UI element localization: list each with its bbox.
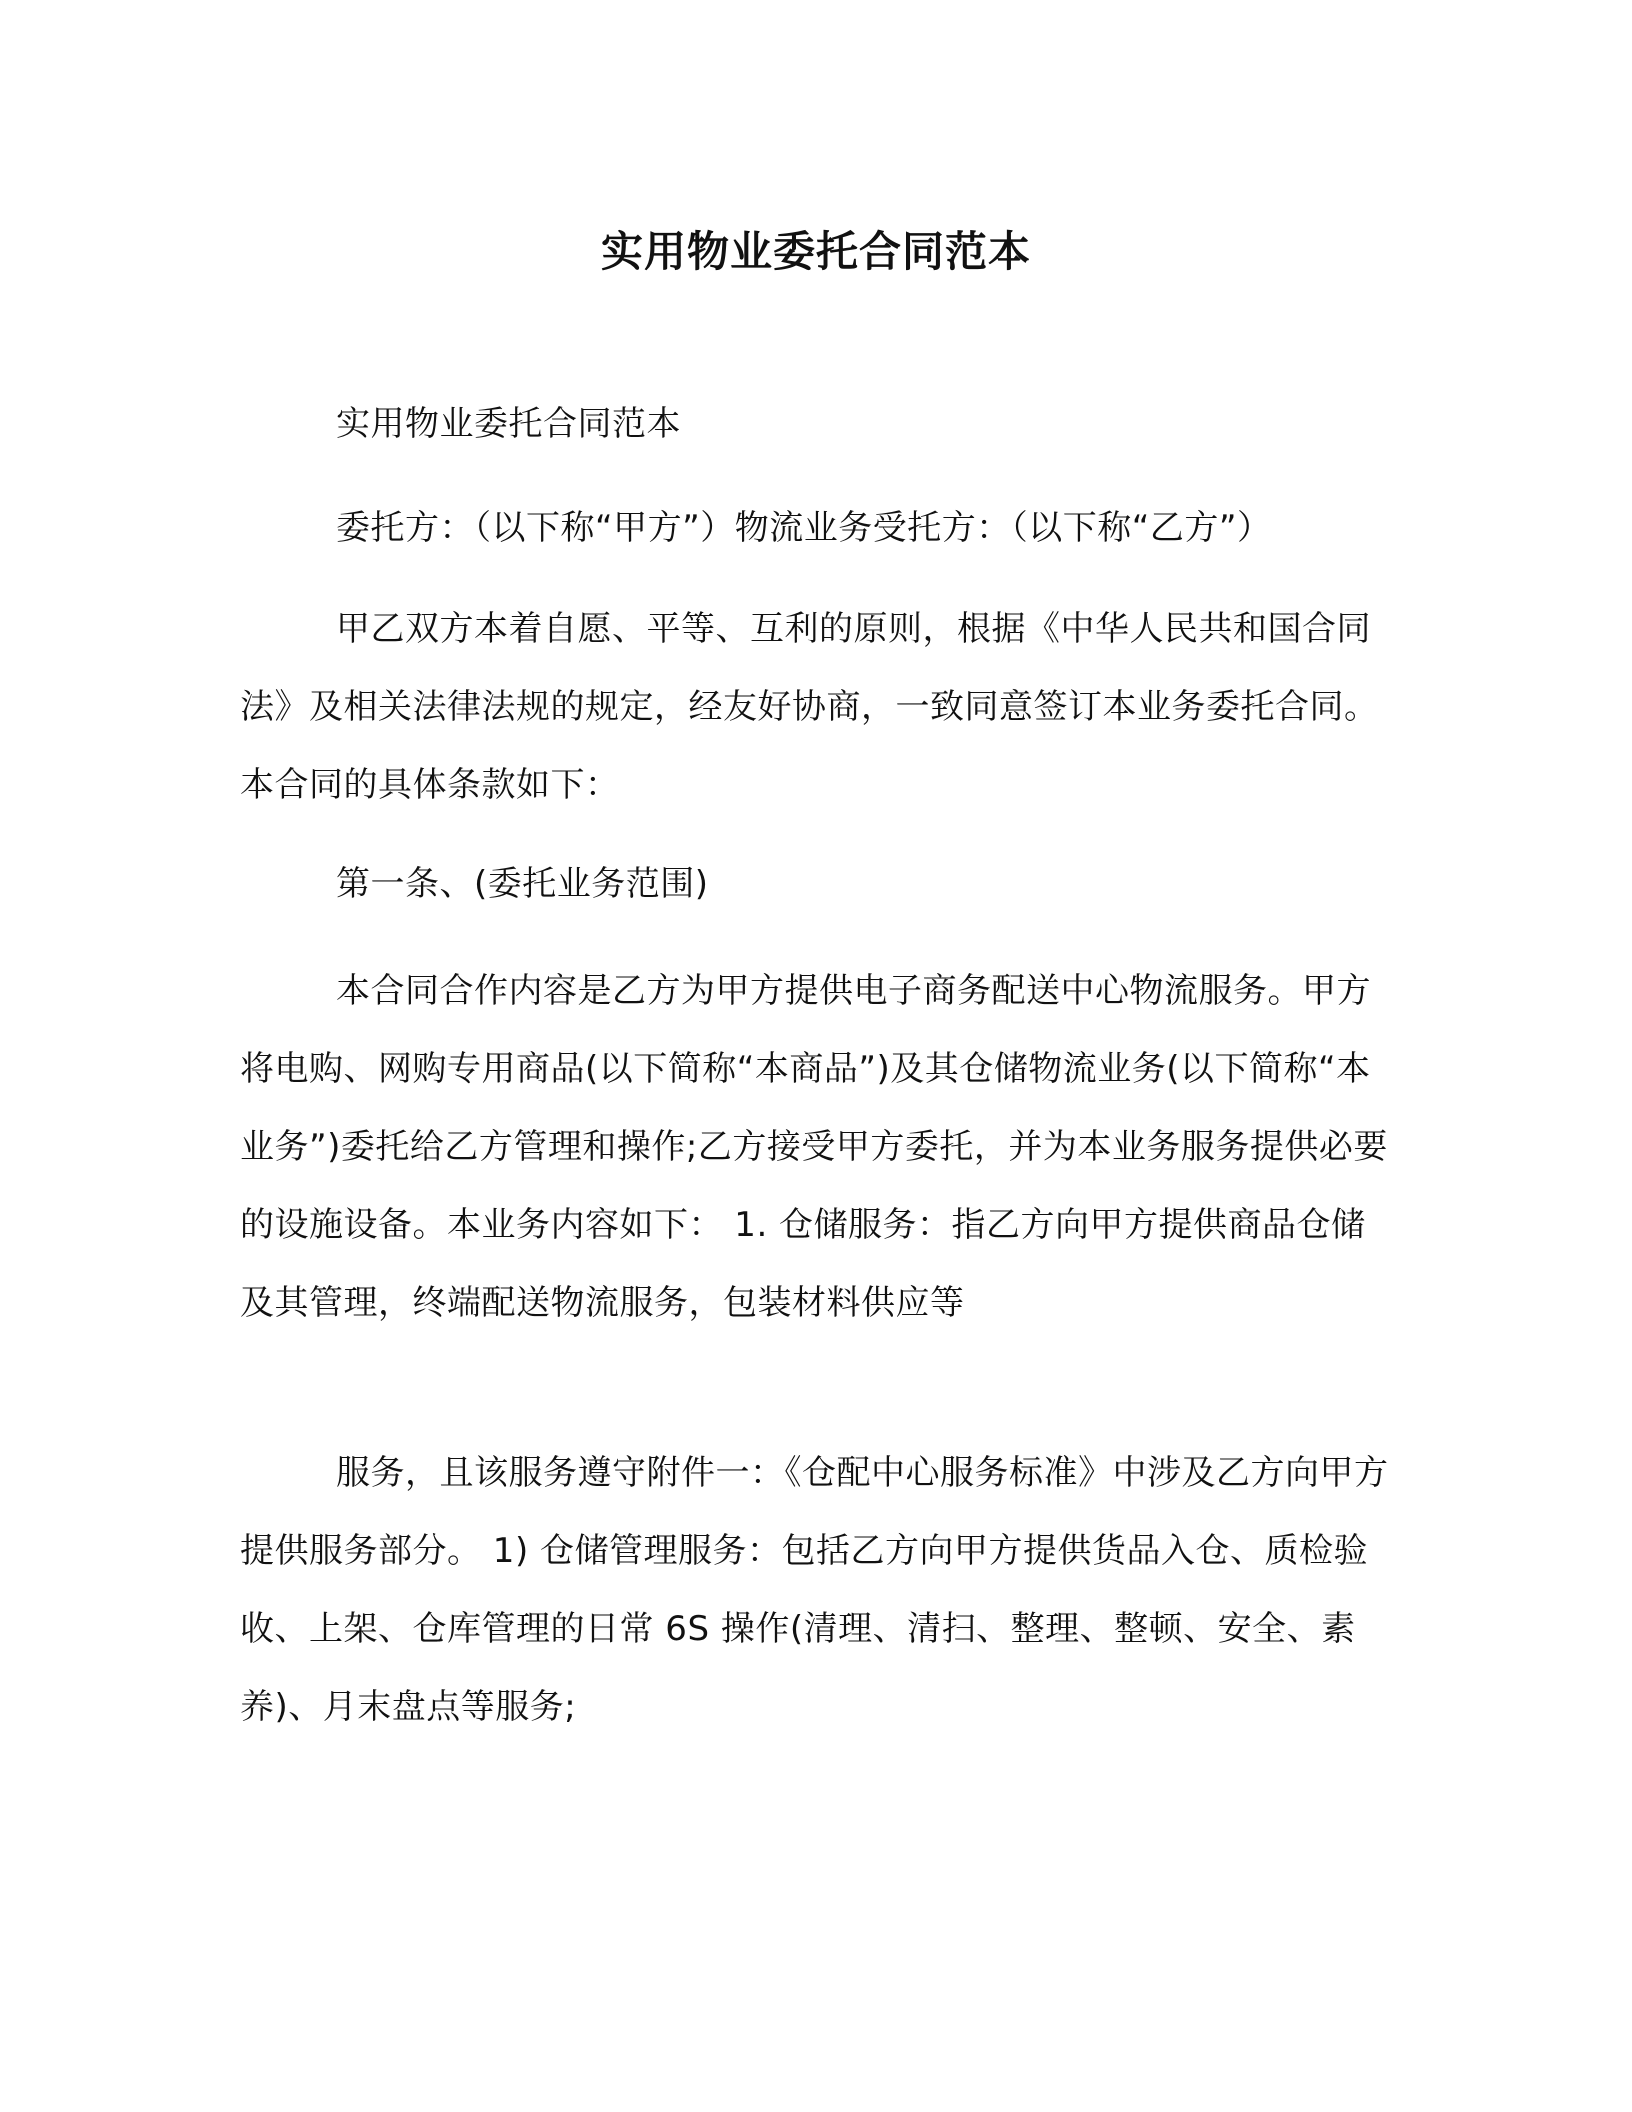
paragraph-article-1-heading: 第一条、(委托业务范围)	[336, 864, 709, 904]
paragraph-subtitle: 实用物业委托合同范本	[336, 404, 681, 444]
paragraph-services: 服务，且该服务遵守附件一：《仓配中心服务标准》中涉及乙方向甲方提供服务部分。 1) 仓储管理服务：包括乙方向甲方提供货品入仓、质检验收、上架、仓库管理的日常 6S 操作(清理、清扫、整理、整顿、安全、素养)、月末盘点等服务;	[240, 1453, 1389, 1727]
paragraph-preamble: 甲乙双方本着自愿、平等、互利的原则，根据《中华人民共和国合同法》及相关法律法规的规定，经友好协商，一致同意签订本业务委托合同。本合同的具体条款如下：	[240, 609, 1379, 805]
document-title: 实用物业委托合同范本	[600, 227, 1031, 276]
paragraph-parties: 委托方：（以下称“甲方”）物流业务受托方：（以下称“乙方”）	[336, 508, 1272, 548]
paragraph-article-1-body: 本合同合作内容是乙方为甲方提供电子商务配送中心物流服务。甲方将电购、网购专用商品(以下简称“本商品”)及其仓储物流业务(以下简称“本业务”)委托给乙方管理和操作;乙方接受甲方委托，并为本业务服务提供必要的设施设备。本业务内容如下： 1. 仓储服务：指乙方向甲方提供商品仓储及其管理，终端配送物流服务，包装材料供应等	[240, 971, 1388, 1323]
